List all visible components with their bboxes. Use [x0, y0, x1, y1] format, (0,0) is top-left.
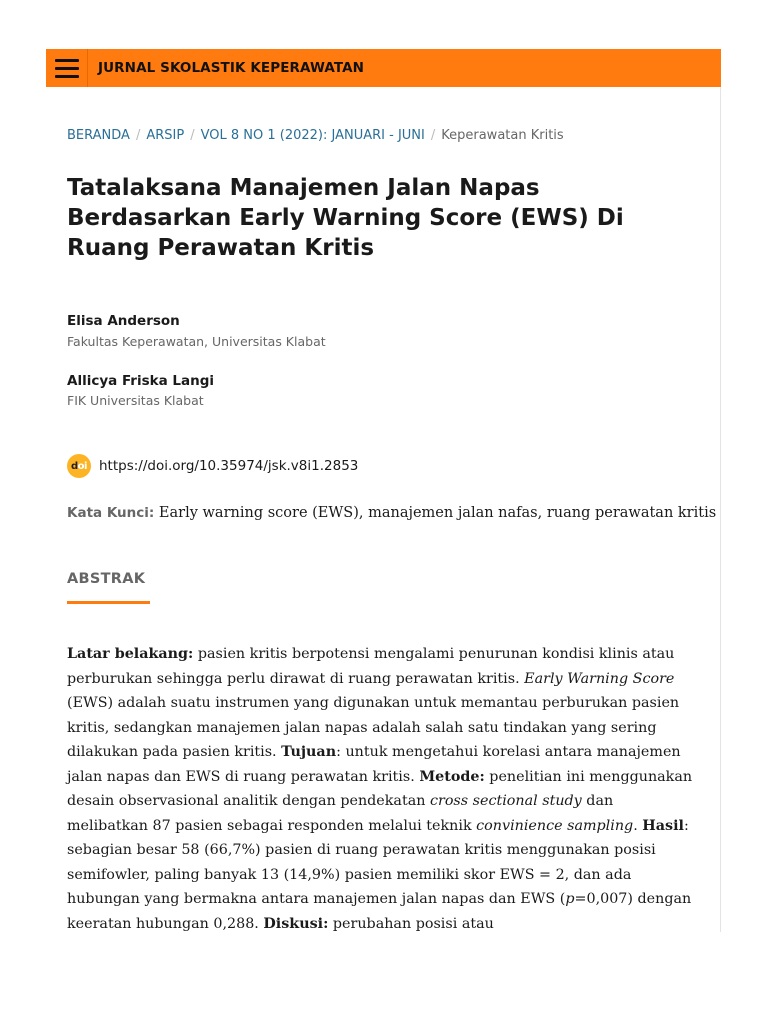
page-frame	[46, 49, 721, 932]
hamburger-menu-icon[interactable]	[46, 49, 88, 87]
doi-icon: d oi	[67, 454, 91, 478]
abstract-label-method: Metode:	[419, 768, 485, 785]
author-affiliation: FIK Universitas Klabat	[67, 393, 204, 408]
abstract-heading: ABSTRAK	[67, 571, 146, 587]
article-title: Tatalaksana Manajemen Jalan Napas Berdasarkan Early Warning Score (EWS) Di Ruang Perawatan Kritis	[67, 175, 624, 261]
abstract-underline	[67, 601, 150, 604]
site-title-link[interactable]: JURNAL SKOLASTIK KEPERAWATAN	[98, 60, 365, 76]
breadcrumb	[67, 128, 564, 143]
abstract-segment-italic: cross sectional study	[429, 793, 582, 809]
abstract-segment: .	[633, 817, 643, 834]
abstract-segment: dan melibatkan 87 pasien sebagai responden melalui teknik	[67, 793, 614, 834]
doi-row	[67, 454, 358, 478]
abstract-segment: : sebagian besar 58 (66,7%) pasien di ruang perawatan kritis menggunakan posisi semifowler, paling banyak 13 (14,9%) pasien memiliki skor EWS = 2, dan ada hubungan yang bermakna antara manajemen jalan napas dan EWS (	[67, 817, 689, 907]
breadcrumb-current: Keperawatan Kritis	[441, 128, 564, 143]
abstract-text	[67, 642, 697, 936]
abstract-label-results: Hasil	[642, 817, 684, 834]
abstract-segment-italic: p	[565, 891, 575, 907]
doi-link[interactable]: https://doi.org/10.35974/jsk.v8i1.2853	[99, 458, 359, 474]
abstract-segment: =0,007) dengan keeratan hubungan 0,288.	[67, 891, 692, 932]
author-name: Elisa Anderson	[67, 313, 180, 329]
breadcrumb-separator: /	[190, 128, 195, 143]
author-affiliation: Fakultas Keperawatan, Universitas Klabat	[67, 334, 326, 349]
abstract-segment-italic: convinience sampling	[476, 817, 634, 834]
abstract-segment: pasien kritis berpotensi mengalami penurunan kondisi klinis atau perburukan sehingga perlu dirawat di ruang perawatan kritis.	[67, 646, 675, 687]
abstract-segment-italic: Early Warning Score	[524, 670, 675, 687]
abstract-segment: (EWS) adalah suatu instrumen yang digunakan untuk memantau perburukan pasien kritis, sedangkan manajemen jalan napas adalah salah satu tindakan yang sering dilakukan pada pasien kritis.	[67, 695, 680, 760]
breadcrumb-issue[interactable]: VOL 8 NO 1 (2022): JANUARI - JUNI	[200, 128, 425, 143]
keywords-label: Kata Kunci:	[67, 505, 155, 521]
keywords-value: Early warning score (EWS), manajemen jalan nafas, ruang perawatan kritis	[158, 505, 717, 521]
abstract-segment: : untuk mengetahui korelasi antara manajemen jalan napas dan EWS di ruang perawatan kritis.	[67, 744, 681, 785]
abstract-label-discussion: Diskusi:	[263, 915, 329, 932]
abstract-label-background: Latar belakang:	[67, 646, 194, 662]
author-name: Allicya Friska Langi	[67, 373, 215, 389]
abstract-segment: perubahan posisi atau	[328, 915, 494, 932]
breadcrumb-beranda[interactable]: BERANDA	[67, 128, 130, 143]
abstract-segment: penelitian ini menggunakan desain observasional analitik dengan pendekatan	[67, 768, 693, 809]
abstract-label-purpose: Tujuan	[281, 744, 337, 760]
site-header	[46, 49, 721, 87]
breadcrumb-separator: /	[430, 128, 436, 143]
breadcrumb-arsip[interactable]: ARSIP	[146, 128, 185, 143]
keywords	[67, 505, 716, 521]
breadcrumb-separator: /	[135, 128, 141, 143]
